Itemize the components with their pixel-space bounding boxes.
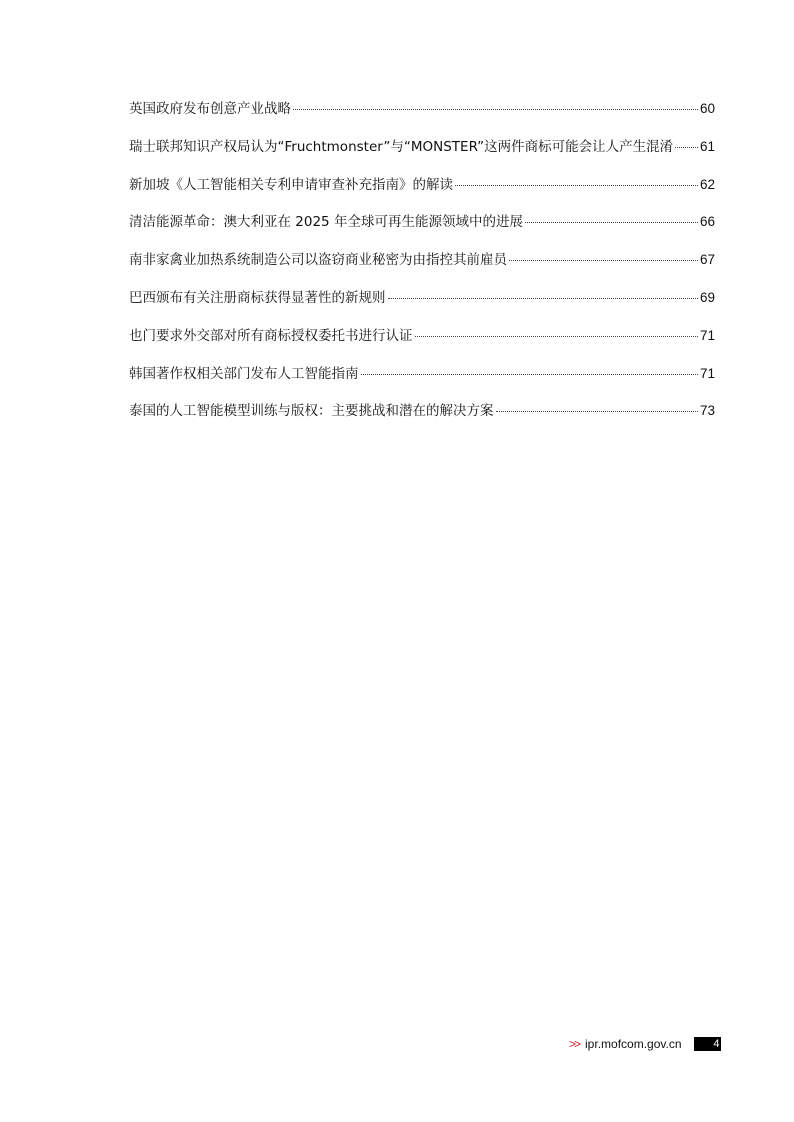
toc-entry-page: 66 [699,214,715,230]
toc-entry-title: 新加坡《人工智能相关专利申请审查补充指南》的解读 [129,176,453,193]
toc-entry-page: 69 [699,289,715,305]
toc-entry[interactable] [129,324,715,362]
toc-dot-leader [496,411,698,412]
toc-entry-title: 韩国著作权相关部门发布人工智能指南 [129,365,359,382]
toc-dot-leader [509,260,698,261]
toc-entry-page: 67 [699,252,715,268]
toc-entry-page: 71 [699,365,715,381]
toc-entry-title: 也门要求外交部对所有商标授权委托书进行认证 [129,327,413,344]
page-number-badge: 4 [694,1037,721,1051]
toc-entry-page: 61 [699,138,715,154]
toc-entry[interactable] [129,362,715,400]
toc-entry[interactable] [129,97,715,135]
toc-entry[interactable] [129,135,715,173]
toc-entry-title: 清洁能源革命：澳大利亚在 2025 年全球可再生能源领域中的进展 [129,214,523,231]
double-chevron-right-icon: >> [569,1037,580,1051]
toc-dot-leader [361,374,698,375]
toc-entry-title: 巴西颁布有关注册商标获得显著性的新规则 [129,289,386,306]
toc-dot-leader [293,109,698,110]
footer-site-url[interactable]: ipr.mofcom.gov.cn [585,1037,682,1051]
table-of-contents [129,97,715,437]
toc-entry-title: 英国政府发布创意产业战略 [129,101,291,117]
toc-dot-leader [675,147,698,148]
toc-entry[interactable] [129,248,715,286]
toc-entry[interactable] [129,399,715,437]
toc-entry[interactable] [129,286,715,324]
toc-entry-title: 南非家禽业加热系统制造公司以盗窃商业秘密为由指控其前雇员 [129,252,507,269]
toc-entry-page: 62 [699,176,715,192]
toc-dot-leader [525,222,698,223]
toc-entry-title: 泰国的人工智能模型训练与版权：主要挑战和潜在的解决方案 [129,403,494,420]
toc-entry-page: 60 [699,101,715,116]
toc-dot-leader [415,336,698,337]
toc-entry-page: 71 [699,327,715,343]
toc-dot-leader [455,185,698,186]
toc-entry[interactable] [129,173,715,211]
toc-entry-page: 73 [699,403,715,419]
page-footer [569,1036,721,1052]
toc-entry[interactable] [129,210,715,248]
toc-entry-title: 瑞士联邦知识产权局认为“Fruchtmonster”与“MONSTER”这两件商标可能会让人产生混淆 [129,138,674,155]
toc-dot-leader [388,298,698,299]
